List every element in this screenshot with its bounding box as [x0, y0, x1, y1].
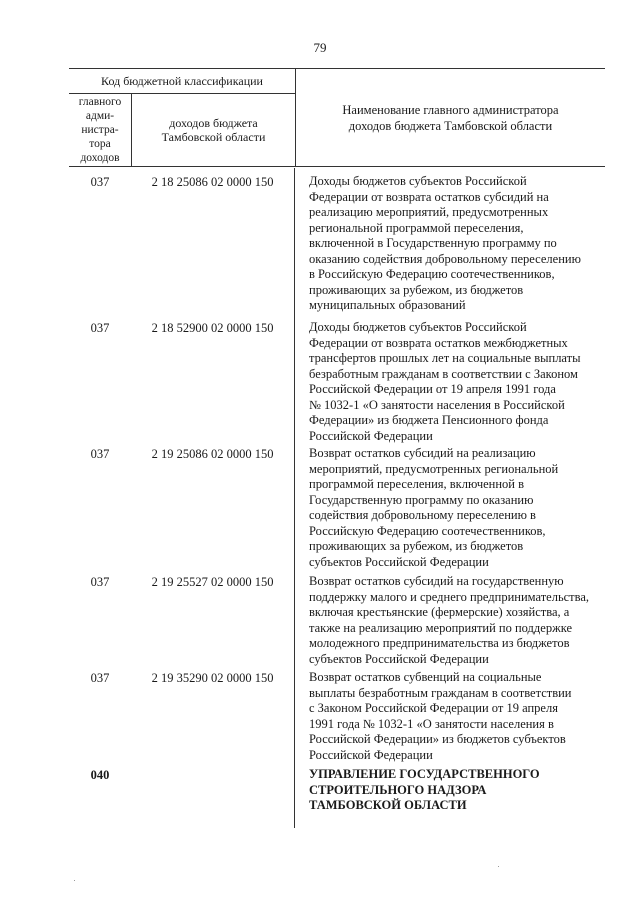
budget-code: 2 18 52900 02 0000 150: [151, 321, 274, 335]
revenue-name: Доходы бюджетов субъектов Российской Федерации от возврата остатков межбюджетных трансфертов прошлых лет на социальные выплаты безработным гражданам в соответствии с Законом Российской Федерации от 19 апреля 1991 года № 1032-1 «О занятости населения в Российской Федерации» из бюджета Пенсионного фонда Российской Федерации: [309, 320, 581, 443]
header-admin-name: Наименование главного администратора доходов бюджета Тамбовской области: [296, 69, 606, 167]
admin-code: 040: [90, 768, 110, 782]
admin-code: 037: [90, 175, 110, 189]
header-col-code: доходов бюджета Тамбовской области: [132, 94, 296, 167]
admin-code: 037: [90, 575, 110, 589]
table-header: [69, 68, 605, 167]
admin-code: 037: [90, 447, 110, 461]
admin-code: 037: [90, 671, 110, 685]
budget-code: 2 19 35290 02 0000 150: [151, 671, 274, 685]
page-number: 79: [313, 40, 327, 55]
header-col-admin: главного адми- нистра- тора доходов: [69, 94, 132, 167]
administrator-heading: УПРАВЛЕНИЕ ГОСУДАРСТВЕННОГО СТРОИТЕЛЬНОГО НАДЗОРА ТАМБОВСКОЙ ОБЛАСТИ: [309, 767, 540, 812]
header-group-budget-code: Код бюджетной классификации: [69, 69, 296, 94]
revenue-name: Доходы бюджетов субъектов Российской Федерации от возврата остатков субсидий на реализацию мероприятий, предусмотренных региональной программой переселения, включенной в Государственную программу по оказанию содействия добровольному переселению в Российскую Федерацию соотечественников, проживающих за рубежом, из бюджетов муниципальных образований: [309, 174, 581, 312]
scan-speck: [74, 880, 75, 881]
budget-code: 2 19 25527 02 0000 150: [151, 575, 274, 589]
revenue-name: Возврат остатков субсидий на государственную поддержку малого и среднего предпринимательства, включая крестьянские (фермерские) хозяйства, а также на реализацию мероприятий по поддержке молодежного предпринимательства из бюджетов субъектов Российской Федерации: [309, 574, 590, 666]
budget-code: 2 19 25086 02 0000 150: [151, 447, 274, 461]
scan-speck: [498, 866, 499, 867]
column-divider: [294, 168, 295, 828]
revenue-name: Возврат остатков субвенций на социальные выплаты безработным гражданам в соответствии с Законом Российской Федерации от 19 апреля 1991 года № 1032-1 «О занятости населения в Российской Федерации» из бюджетов субъектов Российской Федерации: [309, 670, 572, 762]
admin-code: 037: [90, 321, 110, 335]
revenue-name: Возврат остатков субсидий на реализацию мероприятий, предусмотренных региональной программой переселения, включенной в Государственную программу по оказанию содействия добровольному переселению в Российскую Федерацию соотечественников, проживающих за рубежом, из бюджетов субъектов Российской Федерации: [309, 446, 559, 569]
budget-code: 2 18 25086 02 0000 150: [151, 175, 274, 189]
